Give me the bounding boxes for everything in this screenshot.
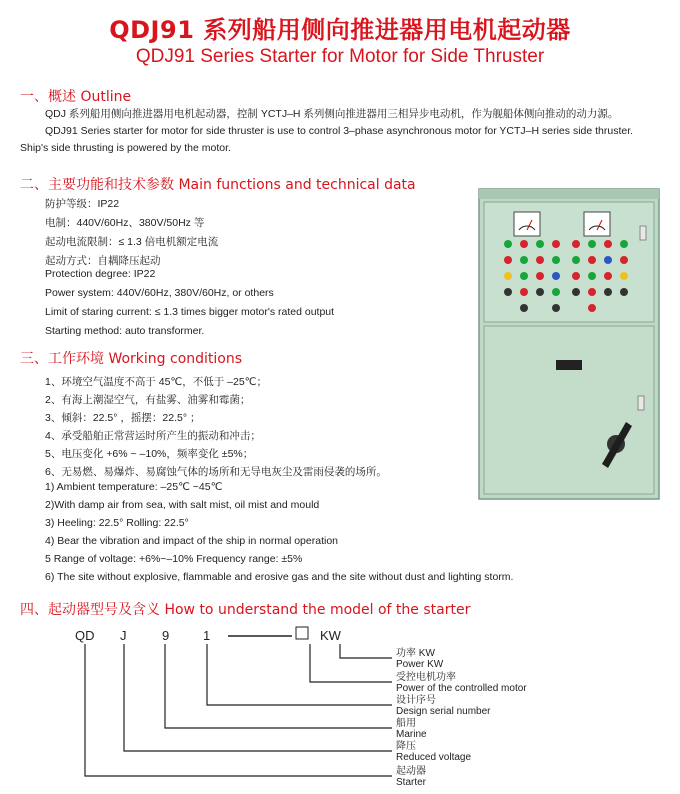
- working-line: 5 Range of voltage: +6%~–10% Frequency range: ±5%: [45, 553, 303, 565]
- working-line: 4) Bear the vibration and impact of the ship in normal operation: [45, 535, 339, 547]
- model-code-9: 9: [162, 628, 170, 643]
- working-line: 5、电压变化 +6% ~ –10%，频率变化 ±5%；: [45, 448, 254, 460]
- model-code-1: 1: [203, 628, 211, 643]
- working-line: 6、无易燃、易爆炸、易腐蚀气体的场所和无导电灰尘及雷雨侵袭的场所。: [45, 466, 387, 478]
- working-line: 2、有海上潮湿空气，有盐雾、油雾和霉菌；: [45, 394, 251, 406]
- section-heading-working: 三、工作环境 Working conditions: [20, 351, 243, 367]
- label-en: Reduced voltage: [396, 752, 472, 763]
- functions-line: 起动方式：自耦降压起动: [45, 255, 161, 267]
- outline-text-en: QDJ91 Series starter for motor for side thruster is use to control 3–phase asynchronous motor for YCTJ–H series side thruster. Ship's side thrusting is powered by the motor.: [20, 125, 634, 154]
- working-line: 1、环境空气温度不高于 45℃，不低于 –25℃；: [45, 376, 267, 388]
- working-line: 1) Ambient temperature: –25℃ ~45℃: [45, 481, 223, 493]
- section-heading-functions: 二、主要功能和技术参数 Main functions and technical data: [20, 177, 416, 193]
- working-line: 2)With damp air from sea, with salt mist, oil mist and mould: [45, 499, 320, 511]
- functions-line: Protection degree: IP22: [45, 268, 156, 280]
- model-code-qd: QD: [75, 628, 95, 643]
- label-en: Power KW: [396, 659, 444, 670]
- label-cn: 受控电机功率: [396, 672, 456, 683]
- functions-line: Power system: 440V/60Hz, 380V/60Hz, or others: [45, 287, 274, 299]
- outline-text-cn: QDJ 系列船用侧向推进器用电机起动器，控制 YCTJ–H 系列侧向推进器用三相异步电动机，作为舰船体侧向推动的动力源。: [45, 108, 619, 120]
- label-cn: 船用: [396, 718, 416, 729]
- label-en: Power of the controlled motor: [396, 683, 527, 694]
- label-cn: 降压: [396, 741, 416, 752]
- page-title-cn: QDJ91 系列船用侧向推进器用电机起动器: [109, 16, 571, 44]
- model-code-box: [296, 627, 308, 639]
- model-code-j: J: [120, 628, 127, 643]
- label-en: Marine: [396, 729, 427, 740]
- functions-line: 防护等级：IP22: [45, 198, 120, 210]
- page-title-en: QDJ91 Series Starter for Motor for Side Thruster: [135, 46, 545, 67]
- section-heading-model: 四、起动器型号及含义 How to understand the model of the starter: [20, 602, 471, 618]
- model-diagram: [0, 620, 680, 794]
- working-line: 4、承受船舶正常营运时所产生的振动和冲击；: [45, 430, 261, 442]
- label-en: Starter: [396, 777, 427, 788]
- working-line: 3、倾斜：22.5° ，摇摆：22.5° ；: [45, 412, 201, 424]
- label-en: Design serial number: [396, 706, 491, 717]
- model-code-kw: KW: [320, 628, 341, 643]
- section-heading-outline: 一、概述 Outline: [20, 89, 132, 105]
- working-line: 3) Heeling: 22.5° Rolling: 22.5°: [45, 517, 189, 529]
- working-line: 6) The site without explosive, flammable and erosive gas and the site without dust and lighting storm.: [45, 571, 514, 583]
- functions-line: Starting method: auto transformer.: [45, 325, 205, 337]
- label-cn: 起动器: [396, 766, 426, 777]
- functions-line: 电制：440V/60Hz、380V/50Hz 等: [45, 217, 205, 229]
- functions-line: 起动电流限制：≤ 1.3 倍电机额定电流: [45, 236, 219, 248]
- label-cn: 功率 KW: [396, 648, 435, 659]
- label-cn: 设计序号: [396, 695, 436, 706]
- starter-cabinet-photo: [476, 186, 662, 502]
- functions-line: Limit of staring current: ≤ 1.3 times bigger motor's rated output: [45, 306, 335, 318]
